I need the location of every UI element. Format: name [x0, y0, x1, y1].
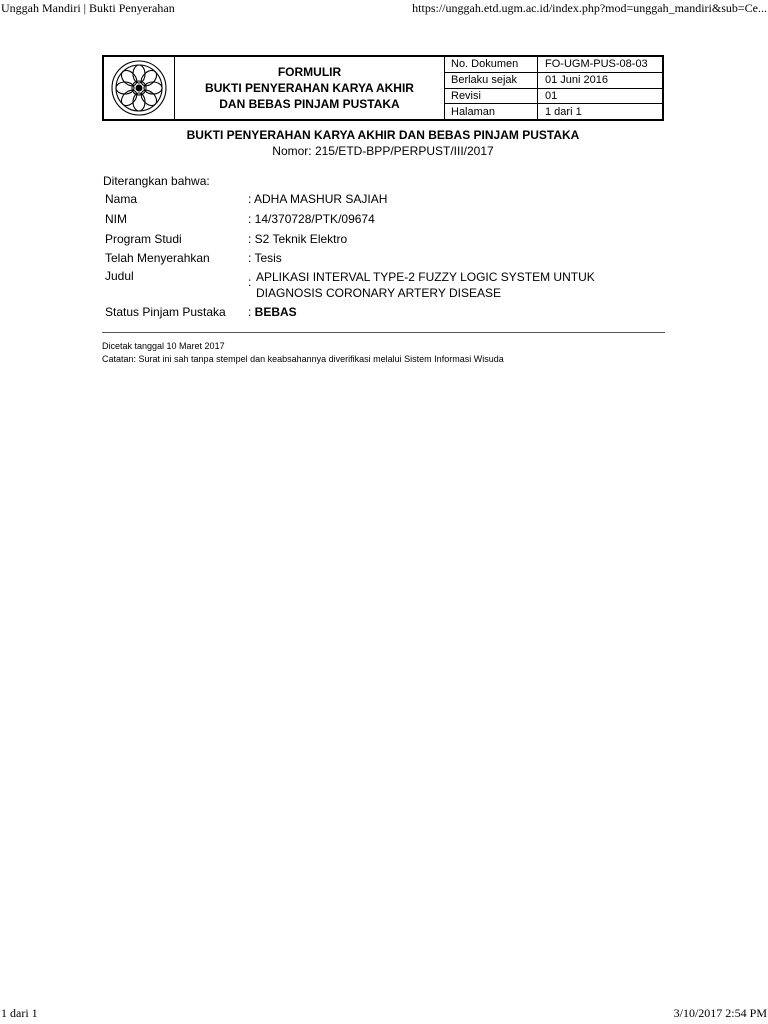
field-value-judul — [248, 269, 668, 301]
status-badge: BEBAS — [254, 305, 297, 319]
meta-value: 01 Juni 2016 — [545, 74, 608, 87]
field-value: : Tesis — [248, 251, 282, 265]
meta-value: 01 — [545, 89, 558, 102]
print-footer-datetime: 3/10/2017 2:54 PM — [673, 1006, 767, 1020]
ugm-seal-icon — [109, 59, 169, 117]
field-label: Telah Menyerahkan — [105, 251, 210, 265]
ugm-logo — [104, 57, 175, 119]
print-header-url: https://unggah.etd.ugm.ac.id/index.php?mod=unggah_mandiri&sub=Ce... — [412, 1, 767, 15]
field-label: Nama — [105, 192, 138, 206]
meta-row-revisi — [445, 89, 662, 105]
field-label: Program Studi — [105, 232, 182, 246]
judul-colon: : — [248, 275, 252, 289]
judul-line2: DIAGNOSIS CORONARY ARTERY DISEASE — [256, 286, 501, 300]
field-value: : 14/370728/PTK/09674 — [248, 212, 375, 226]
form-title-line2: DAN BEBAS PINJAM PUSTAKA — [219, 97, 400, 111]
formulir-label: FORMULIR — [277, 65, 342, 79]
form-title-line1: BUKTI PENYERAHAN KARYA AKHIR — [205, 81, 414, 95]
print-footer-page: 1 dari 1 — [1, 1006, 38, 1020]
document-title: BUKTI PENYERAHAN KARYA AKHIR DAN BEBAS PINJAM PUSTAKA — [186, 128, 580, 142]
meta-value: 1 dari 1 — [545, 105, 582, 118]
field-value: : S2 Teknik Elektro — [248, 232, 348, 246]
intro-text: Diterangkan bahwa: — [103, 174, 210, 188]
meta-row-berlaku-sejak — [445, 73, 662, 89]
meta-label: Berlaku sejak — [445, 73, 538, 88]
document-meta-table — [445, 57, 662, 119]
meta-row-halaman — [445, 104, 662, 119]
document-number: Nomor: 215/ETD-BPP/PERPUST/III/2017 — [272, 144, 494, 158]
meta-label: Halaman — [445, 104, 538, 119]
print-header-title: Unggah Mandiri | Bukti Penyerahan — [1, 1, 175, 15]
meta-row-no-dokumen — [445, 57, 662, 73]
form-title — [175, 57, 445, 119]
verification-note: Catatan: Surat ini sah tanpa stempel dan keabsahannya diverifikasi melalui Sistem Informasi Wisuda — [102, 354, 504, 364]
meta-label: No. Dokumen — [445, 57, 538, 72]
status-colon: : — [248, 305, 255, 319]
form-header — [102, 55, 664, 121]
field-label: NIM — [105, 212, 127, 226]
meta-label: Revisi — [445, 89, 538, 104]
divider — [102, 332, 665, 333]
field-value: : ADHA MASHUR SAJIAH — [248, 192, 388, 206]
printed-date: Dicetak tanggal 10 Maret 2017 — [102, 341, 225, 351]
field-value-status — [248, 305, 648, 319]
meta-value: FO-UGM-PUS-08-03 — [545, 58, 648, 71]
judul-line1: APLIKASI INTERVAL TYPE-2 FUZZY LOGIC SYSTEM UNTUK — [256, 270, 595, 284]
field-label: Status Pinjam Pustaka — [105, 305, 226, 319]
field-label: Judul — [105, 269, 134, 283]
